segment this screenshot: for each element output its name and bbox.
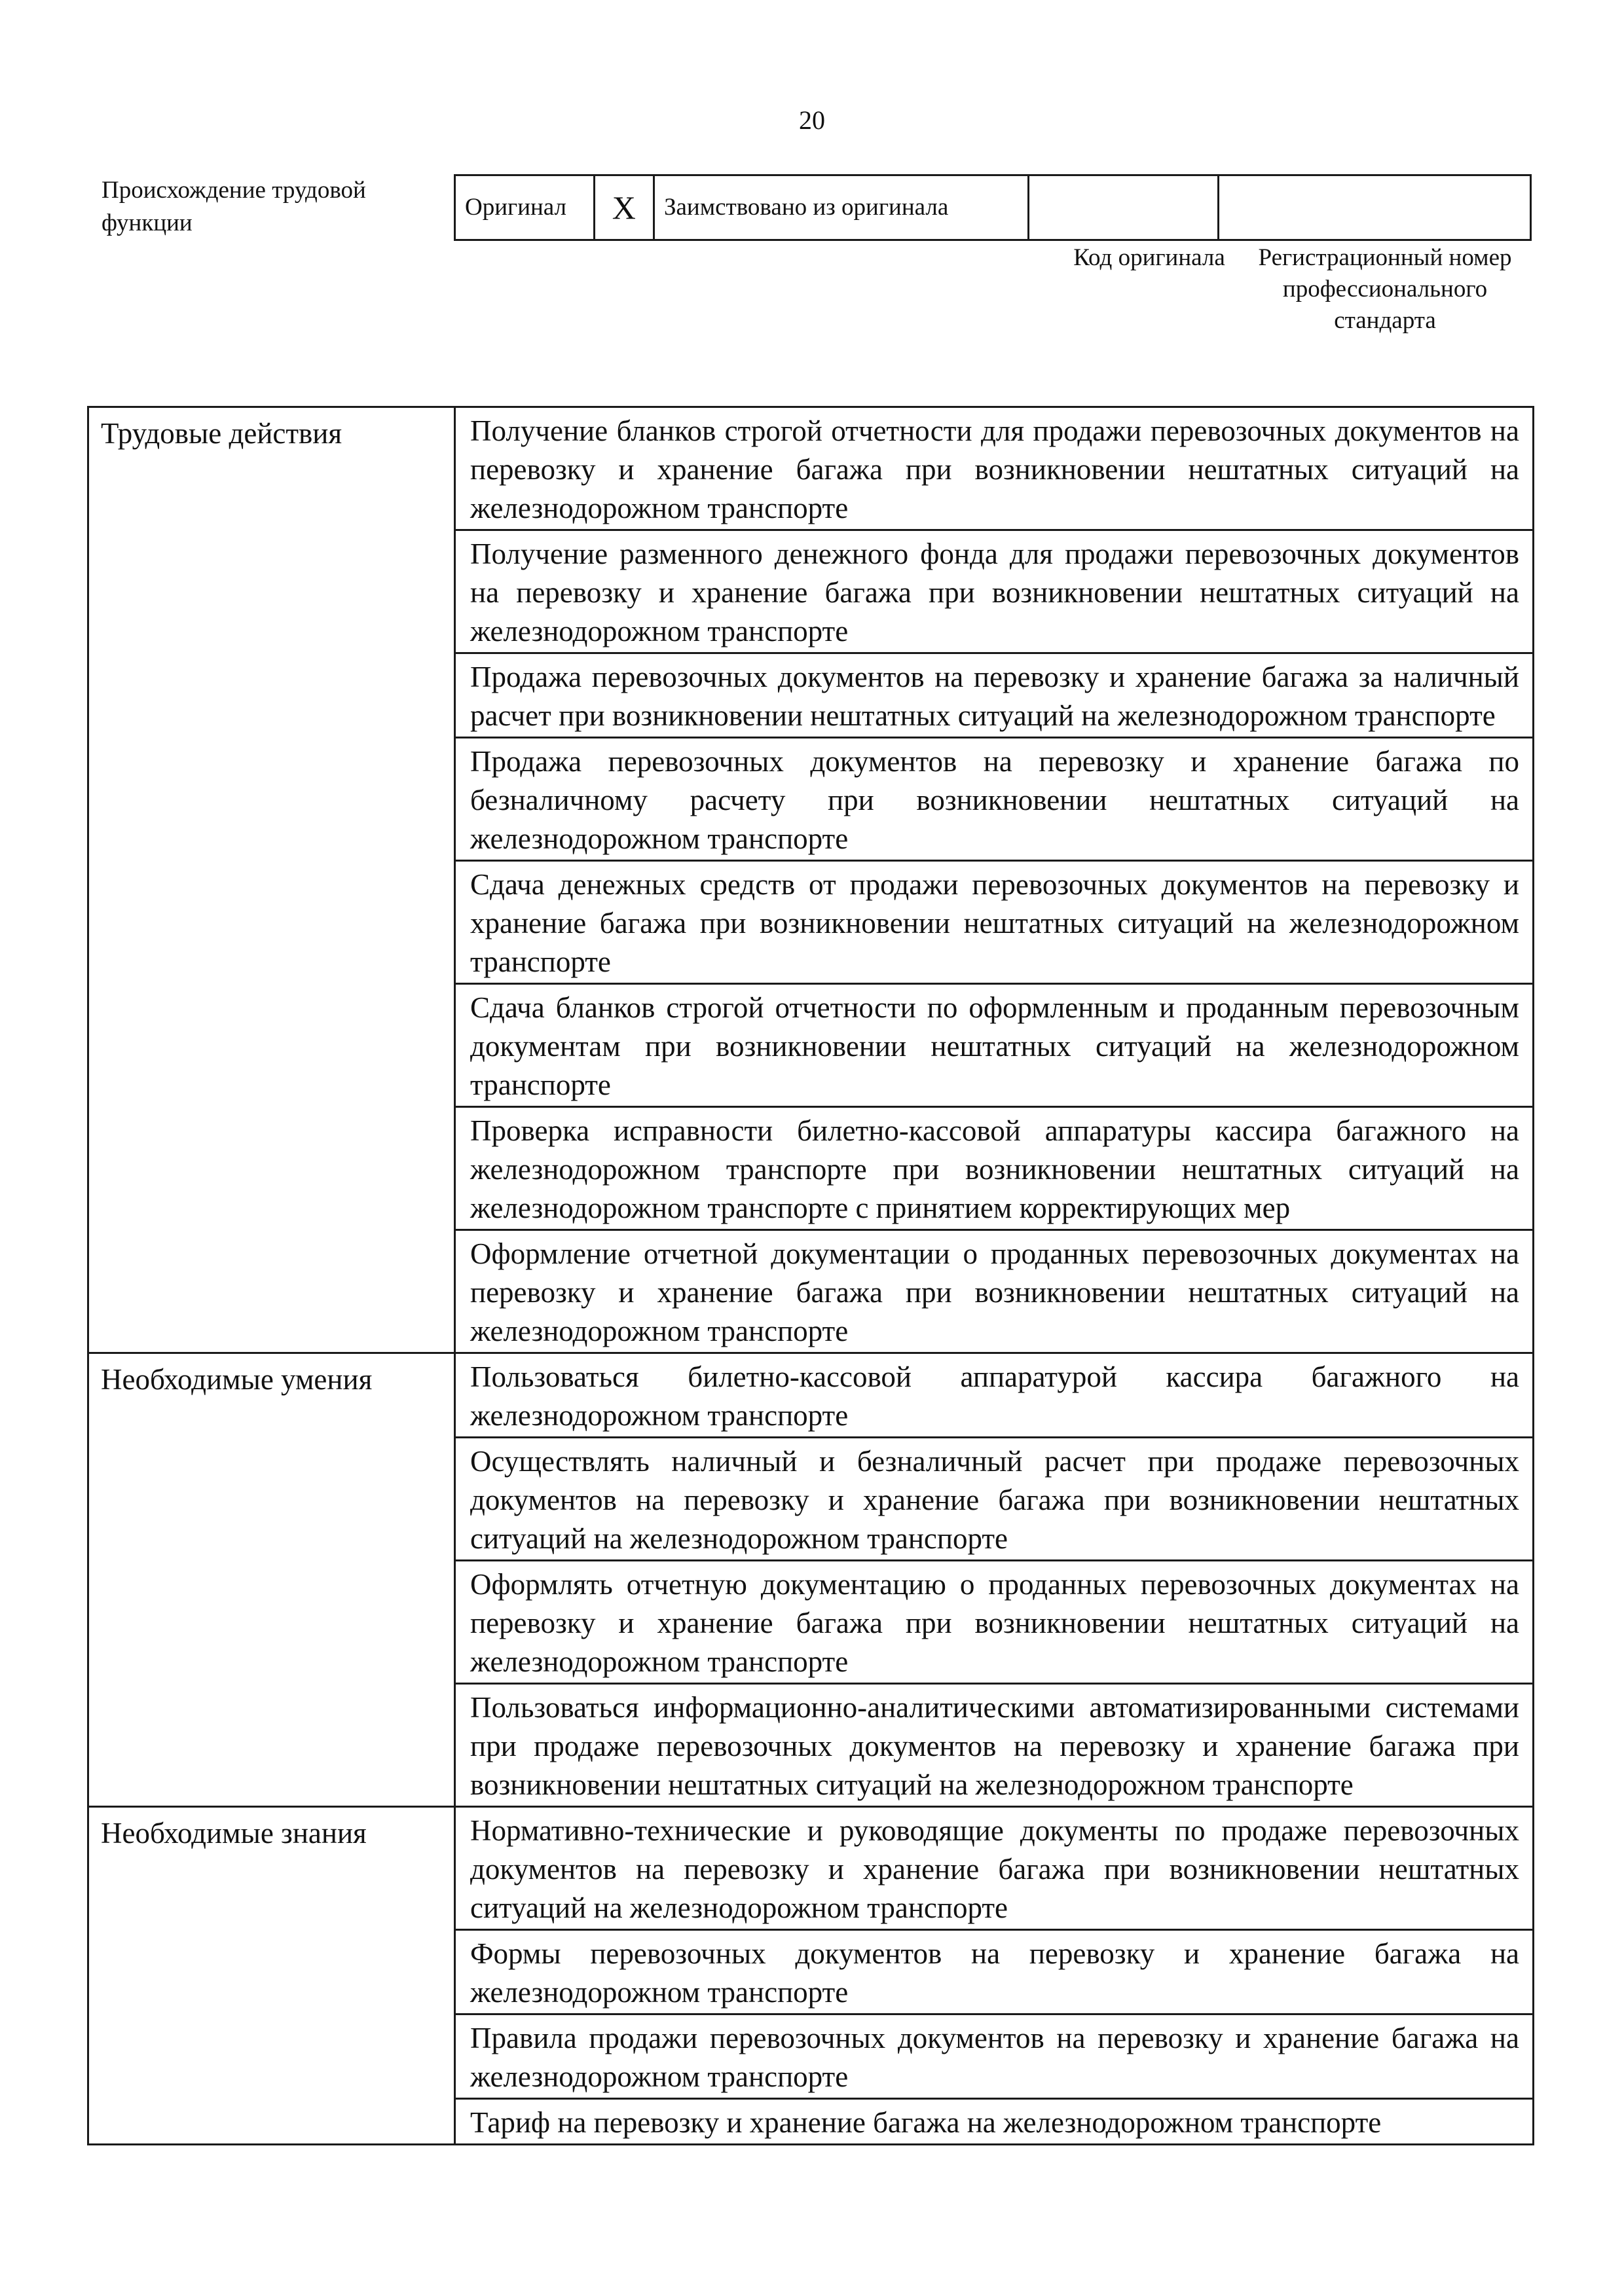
section-item: Формы перевозочных документов на перевозку и хранение багажа на железнодорожном транспорте	[455, 1930, 1534, 2014]
section-item: Сдача денежных средств от продажи перевозочных документов на перевозку и хранение багажа при возникновении нештатных ситуаций на железнодорожном транспорте	[455, 861, 1534, 984]
section-title-labor-actions: Трудовые действия	[88, 407, 455, 1353]
reg-number-caption: Регистрационный номер профессионального стандарта	[1258, 244, 1512, 334]
origin-label: Происхождение трудовой функции	[101, 177, 366, 236]
origin-table	[454, 174, 1532, 241]
section-item: Пользоваться билетно-кассовой аппаратурой кассира багажного на железнодорожном транспорте	[455, 1353, 1534, 1438]
table-row	[88, 1807, 1534, 1930]
section-item: Тариф на перевозку и хранение багажа на железнодорожном транспорте	[455, 2099, 1534, 2145]
section-item: Продажа перевозочных документов на перевозку и хранение багажа за наличный расчет при возникновении нештатных ситуаций на железнодорожном транспорте	[455, 653, 1534, 738]
section-title-required-skills: Необходимые умения	[88, 1353, 455, 1807]
section-item: Осуществлять наличный и безналичный расчет при продаже перевозочных документов на перевозку и хранение багажа при возникновении нештатных ситуаций на железнодорожном транспорте	[455, 1438, 1534, 1561]
borrowed-label: Заимствовано из оригинала	[654, 175, 1028, 240]
page-number: 20	[799, 105, 825, 135]
section-title-required-knowledge: Необходимые знания	[88, 1807, 455, 2145]
code-original-cell	[1028, 175, 1218, 240]
original-mark: X	[594, 175, 654, 240]
labor-function-table	[87, 406, 1534, 2145]
code-original-caption: Код оригинала	[1073, 244, 1225, 271]
section-item: Нормативно-технические и руководящие документы по продаже перевозочных документов на перевозку и хранение багажа при возникновении нештатных ситуаций на железнодорожном транспорте	[455, 1807, 1534, 1930]
section-item: Проверка исправности билетно-кассовой аппаратуры кассира багажного на железнодорожном транспорте при возникновении нештатных ситуаций на железнодорожном транспорте с принятием корректирующих мер	[455, 1107, 1534, 1230]
section-item: Сдача бланков строгой отчетности по оформленным и проданным перевозочным документам при возникновении нештатных ситуаций на железнодорожном транспорте	[455, 984, 1534, 1107]
section-item: Продажа перевозочных документов на перевозку и хранение багажа по безналичному расчету при возникновении нештатных ситуаций на железнодорожном транспорте	[455, 738, 1534, 861]
original-label: Оригинал	[455, 175, 595, 240]
reg-number-cell	[1218, 175, 1530, 240]
section-item: Получение бланков строгой отчетности для продажи перевозочных документов на перевозку и хранение багажа при возникновении нештатных ситуаций на железнодорожном транспорте	[455, 407, 1534, 530]
section-item: Пользоваться информационно-аналитическими автоматизированными системами при продаже перевозочных документов на перевозку и хранение багажа при возникновении нештатных ситуаций на железнодорожном транспорте	[455, 1684, 1534, 1807]
section-item: Оформление отчетной документации о проданных перевозочных документах на перевозку и хранение багажа при возникновении нештатных ситуаций на железнодорожном транспорте	[455, 1230, 1534, 1353]
table-row	[88, 407, 1534, 530]
section-item: Оформлять отчетную документацию о проданных перевозочных документах на перевозку и хранение багажа при возникновении нештатных ситуаций на железнодорожном транспорте	[455, 1561, 1534, 1684]
table-row	[88, 1353, 1534, 1438]
section-item: Получение разменного денежного фонда для продажи перевозочных документов на перевозку и хранение багажа при возникновении нештатных ситуаций на железнодорожном транспорте	[455, 530, 1534, 653]
section-item: Правила продажи перевозочных документов на перевозку и хранение багажа на железнодорожном транспорте	[455, 2014, 1534, 2099]
